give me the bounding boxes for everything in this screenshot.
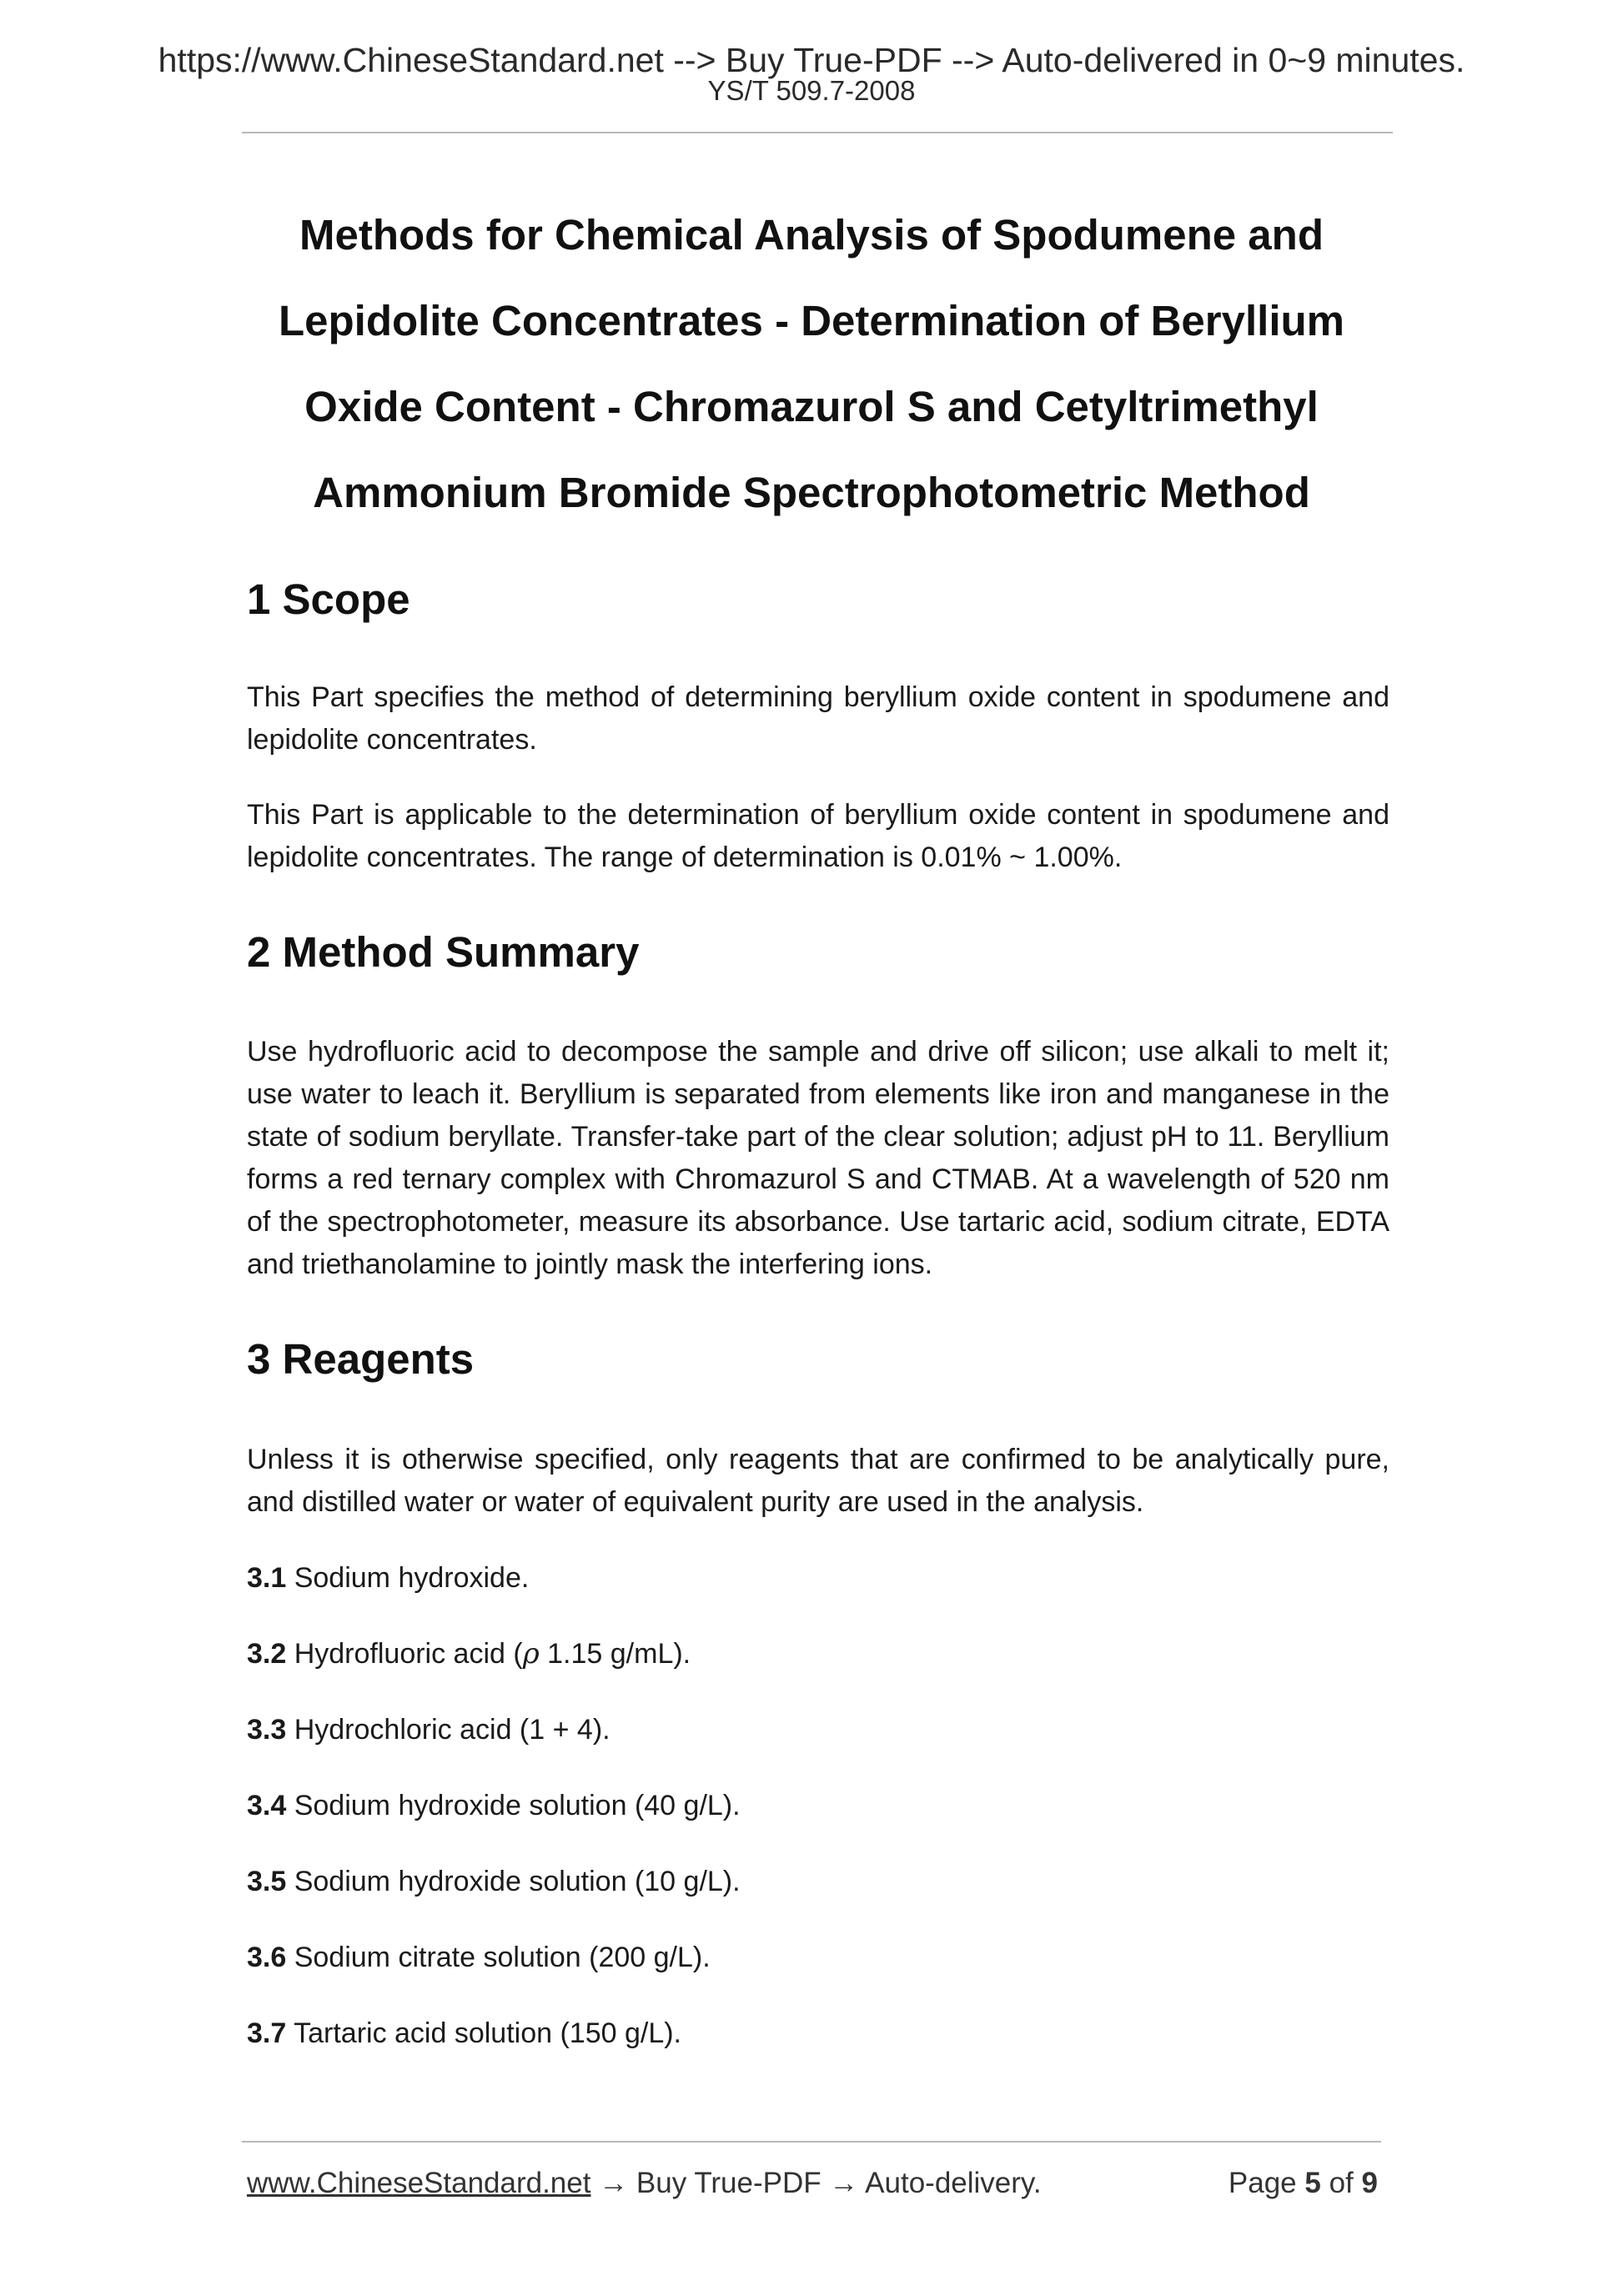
page-label: Page — [1228, 2167, 1297, 2199]
header-divider — [242, 132, 1393, 133]
header-banner[interactable]: https://www.ChineseStandard.net --> Buy True-PDF --> Auto-delivered in 0~9 minutes. — [158, 41, 1465, 79]
reagent-number: 3.4 — [247, 1790, 287, 1821]
reagent-number: 3.2 — [247, 1638, 287, 1670]
title-line-3: Oxide Content - Chromazurol S and Cetyltrimethyl — [304, 383, 1319, 430]
reagent-text: Sodium citrate solution (200 g/L). — [294, 1942, 711, 1973]
section-heading-scope: 1 Scope — [247, 575, 410, 623]
reagent-item — [247, 1861, 741, 1903]
reagent-number: 3.7 — [247, 2017, 287, 2049]
reagent-number: 3.5 — [247, 1866, 287, 1897]
reagent-text: Sodium hydroxide solution (40 g/L). — [294, 1790, 741, 1821]
section-heading-method-summary: 2 Method Summary — [247, 928, 640, 976]
reagents-intro-paragraph: Unless it is otherwise specified, only reagents that are confirmed to be analytically pure, and distilled water or water of equivalent purity are used in the analysis. — [247, 1444, 1389, 1518]
reagent-text-pre: Hydrofluoric acid ( — [294, 1638, 523, 1670]
footer-divider — [242, 2141, 1381, 2143]
scope-paragraph-2: This Part is applicable to the determination of beryllium oxide content in spodumene and lepidolite concentrates. The range of determination is 0.01% ~ 1.00%. — [247, 799, 1389, 873]
reagent-text: Hydrochloric acid (1 + 4). — [294, 1714, 611, 1746]
reagent-item — [247, 2012, 681, 2055]
reagent-text: Sodium hydroxide solution (10 g/L). — [294, 1866, 741, 1897]
title-line-4: Ammonium Bromide Spectrophotometric Method — [313, 469, 1310, 516]
footer-promo — [247, 2167, 1042, 2200]
reagent-text-post: 1.15 g/mL). — [539, 1638, 691, 1670]
rho-density-symbol: ρ — [522, 1637, 540, 1671]
reagent-item — [247, 1937, 711, 1979]
reagent-number: 3.6 — [247, 1942, 287, 1973]
footer-website-link[interactable]: www.ChineseStandard.net — [247, 2167, 591, 2199]
reagent-number: 3.1 — [247, 1562, 287, 1594]
reagent-text: Sodium hydroxide. — [294, 1562, 530, 1594]
scope-paragraph-1: This Part specifies the method of determining beryllium oxide content in spodumene and lepidolite concentrates. — [247, 681, 1389, 756]
reagent-item — [247, 1633, 691, 1676]
reagent-item — [247, 1557, 529, 1600]
page-current: 5 — [1304, 2167, 1321, 2199]
page-of-label: of — [1329, 2167, 1354, 2199]
section-heading-reagents: 3 Reagents — [247, 1335, 475, 1383]
page-indicator — [1229, 2167, 1378, 2200]
title-line-1: Methods for Chemical Analysis of Spodumene and — [299, 211, 1324, 259]
reagent-text: Tartaric acid solution (150 g/L). — [294, 2017, 682, 2049]
method-summary-paragraph: Use hydrofluoric acid to decompose the sample and drive off silicon; use alkali to melt it; use water to leach it. Beryllium is separated from elements like iron and manganese in the state of sodium beryllate. Transfer-take part of the clear solution; adjust pH to 11. Beryllium forms a red ternary complex with Chromazurol S and CTMAB. At a wavelength of 520 nm of the spectrophotometer, measure its absorbance. Use tartaric acid, sodium citrate, EDTA and triethanolamine to jointly mask the interfering ions. — [247, 1036, 1389, 1280]
page-total: 9 — [1361, 2167, 1378, 2199]
reagent-number: 3.3 — [247, 1714, 287, 1746]
document-title — [217, 192, 1406, 535]
reagent-item — [247, 1785, 741, 1827]
title-line-2: Lepidolite Concentrates - Determination of Beryllium — [278, 297, 1344, 344]
footer-trail-text: → Buy True-PDF → Auto-delivery. — [590, 2167, 1042, 2199]
standard-number: YS/T 509.7-2008 — [707, 75, 916, 106]
reagent-item — [247, 1709, 611, 1751]
